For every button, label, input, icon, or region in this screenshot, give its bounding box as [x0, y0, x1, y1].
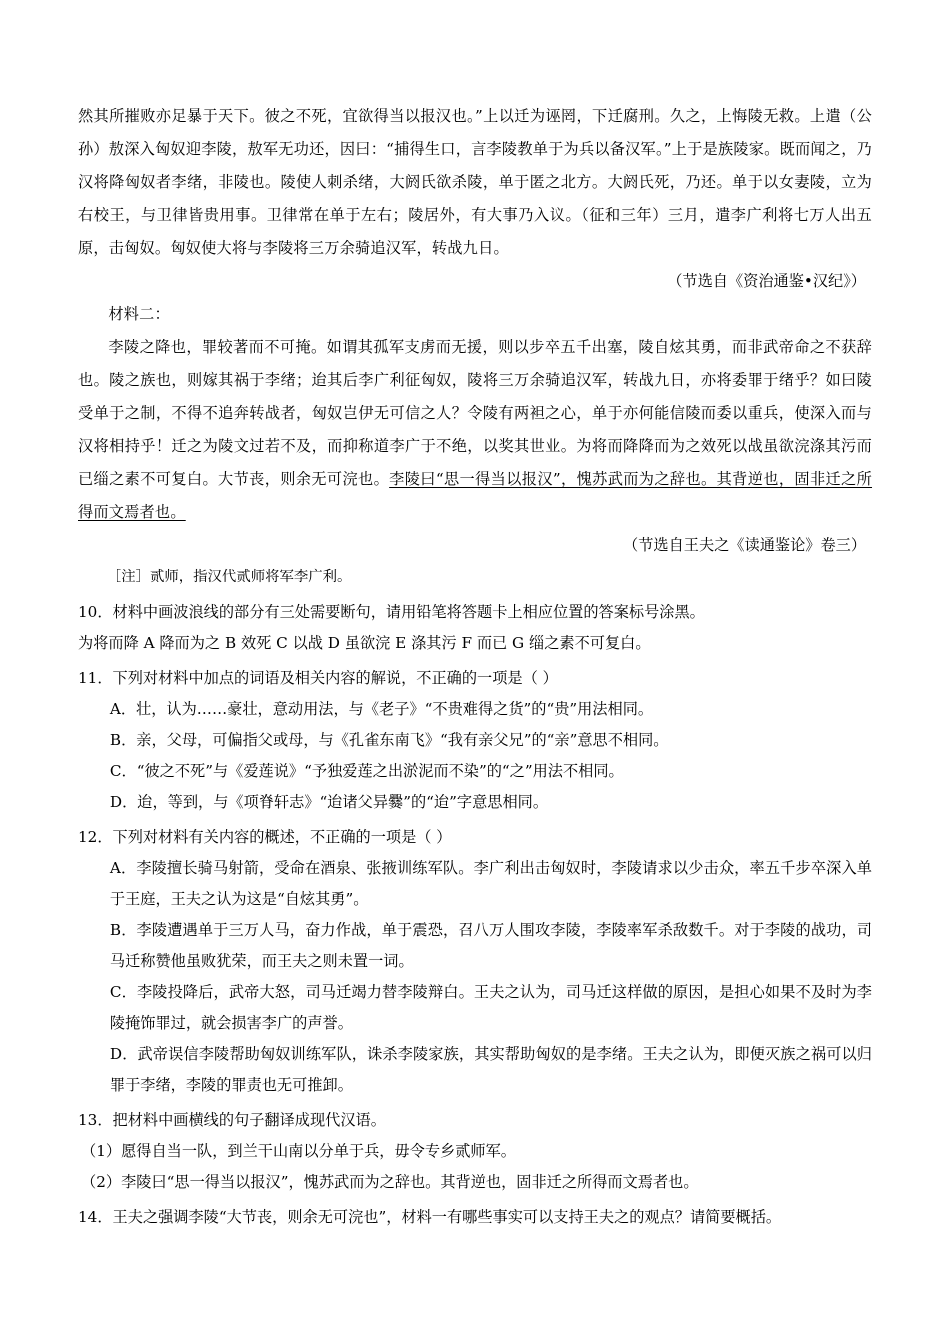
question-12-option-a: A．李陵擅长骑马射箭，受命在酒泉、张掖训练军队。李广利出击匈奴时，李陵请求以少击众，率五千步卒深入单于王庭，王夫之认为这是“自炫其勇”。 — [109, 859, 872, 908]
question-10 — [78, 597, 872, 628]
question-11-option-a: A．壮，认为……豪壮，意动用法，与《老子》“不贵难得之货”的“贵”用法相同。 — [109, 700, 654, 718]
material-two-underlined-sentence: 李陵曰“思一得当以报汉”，愧苏武而为之辞也。其背逆也，固非迁之所得而文焉者也。 — [78, 470, 873, 521]
question-12 — [78, 822, 872, 853]
question-13-number: 13． — [78, 1111, 113, 1129]
material-two-paragraph — [78, 331, 872, 529]
question-13 — [78, 1105, 872, 1136]
question-10-stem: 材料中画波浪线的部分有三处需要断句，请用铅笔将答题卡上相应位置的答案标号涂黑。 — [112, 603, 705, 621]
question-11-stem: 下列对材料中加点的词语及相关内容的解说，不正确的一项是（ ） — [112, 669, 558, 687]
material-two-label: 材料二： — [108, 305, 170, 323]
question-11-number: 11． — [78, 669, 113, 687]
question-14-number: 14． — [78, 1208, 113, 1226]
question-13-stem: 把材料中画横线的句子翻译成现代汉语。 — [112, 1111, 386, 1129]
material-two-body: 李陵之降也，罪较著而不可掩。如谓其孤军支虏而无援，则以步卒五千出塞，陵自炫其勇，而非武帝命之不获辞也。陵之族也，则嫁其祸于李绪；迨其后李广利征匈奴，陵将三万余骑追汉军，转战九日，亦将委罪于绪乎？如曰陵受单于之制，不得不追奔转战者，匈奴岂伊无可信之人？令陵有两袒之心，单于亦何能信陵而委以重兵，使深入而与汉将相持乎！迁之为陵文过若不及，而抑称道李广于不绝，以奖其世业。为将而降降而为之效死以战虽欲浣涤其污而已缁之素不可复白。大节丧，则余无可浣也。 — [78, 338, 872, 488]
question-10-line: 为将而降 A 降而为之 B 效死 C 以战 D 虽欲浣 E 涤其污 F 而已 G 缁之素不可复白。 — [78, 634, 651, 652]
material-two-source: （节选自王夫之《读通鉴论》卷三） — [623, 536, 866, 554]
question-12-stem: 下列对材料有关内容的概述，不正确的一项是（ ） — [112, 828, 452, 846]
question-11-option-c: C．“彼之不死”与《爱莲说》“予独爱莲之出淤泥而不染”的“之”用法不相同。 — [109, 762, 624, 780]
material-one-source: （节选自《资治通鉴•汉纪》） — [667, 272, 866, 290]
question-12-number: 12． — [78, 828, 113, 846]
question-10-number: 10． — [78, 603, 113, 621]
question-12-option-c: C．李陵投降后，武帝大怒，司马迁竭力替李陵辩白。王夫之认为，司马迁这样做的原因，是担心如果不及时为李陵掩饰罪过，就会损害李广的声誉。 — [109, 983, 872, 1032]
question-12-option-b: B．李陵遭遇单于三万人马，奋力作战，单于震恐，召八万人围攻李陵，李陵率军杀敌数千。对于李陵的战功，司马迁称赞他虽败犹荣，而王夫之则未置一词。 — [109, 921, 872, 970]
question-11 — [78, 663, 872, 694]
footnote: ［注］贰师，指汉代贰师将军李广利。 — [106, 569, 352, 585]
question-13-item-1: （1）愿得自当一队，到兰干山南以分单于兵，毋令专乡贰师军。 — [81, 1142, 516, 1160]
question-14 — [78, 1202, 872, 1233]
question-12-option-d: D．武帝误信李陵帮助匈奴训练军队，诛杀李陵家族，其实帮助匈奴的是李绪。王夫之认为，即便灭族之祸可以归罪于李绪，李陵的罪责也无可推卸。 — [109, 1045, 872, 1094]
question-13-item-2: （2）李陵曰“思一得当以报汉”，愧苏武而为之辞也。其背逆也，固非迁之所得而文焉者也。 — [81, 1173, 699, 1191]
question-11-option-b: B．亲，父母，可偏指父或母，与《孔雀东南飞》“我有亲父兄”的“亲”意思不相同。 — [109, 731, 669, 749]
material-one-paragraph: 然其所摧败亦足暴于天下。彼之不死，宜欲得当以报汉也。”上以迁为诬罔，下迁腐刑。久之，上悔陵无救。上遣（公孙）敖深入匈奴迎李陵，敖军无功还，因曰：“捕得生口，言李陵教单于为兵以备汉军。”上于是族陵家。既而闻之，乃汉将降匈奴者李绪，非陵也。陵使人刺杀绪，大阏氏欲杀陵，单于匿之北方。大阏氏死，乃还。单于以女妻陵，立为右校王，与卫律皆贵用事。卫律常在单于左右；陵居外，有大事乃入议。（征和三年）三月，遣李广利将七万人出五原，击匈奴。匈奴使大将与李陵将三万余骑追汉军，转战九日。 — [78, 107, 872, 257]
question-11-option-d: D．迨，等到，与《项脊轩志》“迨诸父异爨”的“迨”字意思相同。 — [109, 793, 549, 811]
question-14-stem: 王夫之强调李陵“大节丧，则余无可浣也”，材料一有哪些事实可以支持王夫之的观点？请简要概括。 — [112, 1208, 782, 1226]
